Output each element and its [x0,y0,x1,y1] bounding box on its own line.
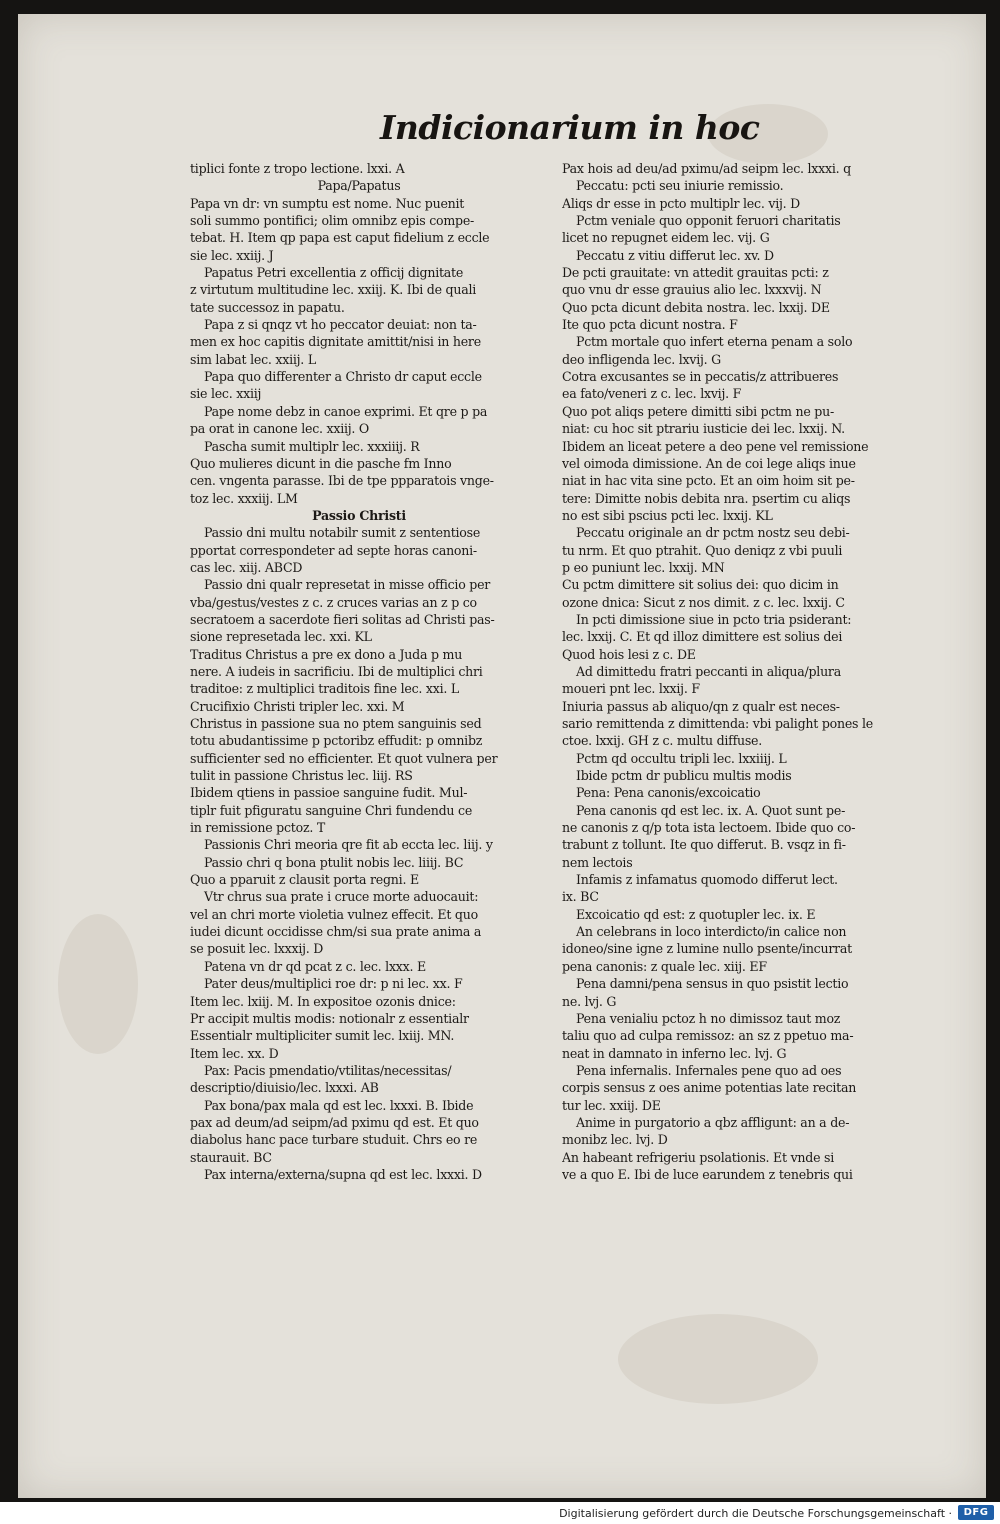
text-line: secratoem a sacerdote fieri solitas ad Christi pas- [190,611,495,627]
text-line: Quo mulieres dicunt in die pasche fm Inno [190,455,452,471]
text-line: sario remittenda z dimittenda: vbi palight pones le [562,716,873,731]
text-line: Pr accipit multis modis: notionalr z essentialr [190,1010,469,1026]
text-line: Ibidem qtiens in passioe sanguine fudit. Mul- [190,785,468,801]
text-line: trabunt z tollunt. Ite quo differut. B. vsqz in fi- [562,837,846,853]
text-line: Ibidem an liceat petere a deo pene vel remissione [562,438,869,454]
funding-credit: Digitalisierung gefördert durch die Deutsche Forschungsgemeinschaft · [559,1507,952,1520]
left-column [190,160,528,1183]
text-line: pax ad deum/ad seipm/ad pximu qd est. Et quo [190,1114,479,1130]
text-line: Quo a pparuit z clausit porta regni. E [190,872,419,888]
text-line: Pax hois ad deu/ad pximu/ad seipm lec. lxxxi. q [562,161,851,176]
text-line: An habeant refrigeriu psolationis. Et vnde si [562,1149,835,1165]
text-line: soli summo pontifici; olim omnibz epis compe- [190,213,475,229]
text-line: De pcti grauitate: vn attedit grauitas pcti: z [562,265,829,281]
text-line: Pena infernalis. Infernales pene quo ad oes [576,1062,842,1078]
text-line: Excoicatio qd est: z quotupler lec. ix. E [576,906,816,922]
text-line: toz lec. xxxiij. LM [190,490,298,506]
text-line: Quo pcta dicunt debita nostra. lec. lxxij. DE [562,299,830,315]
paper-stain [58,914,138,1054]
running-head: Indicionarium in hoc [380,108,760,147]
text-line: vel oimoda dimissione. An de coi lege aliqs inue [562,455,856,471]
text-line: Pax bona/pax mala qd est lec. lxxxi. B. Ibide [204,1097,474,1113]
text-line: Papa quo differenter a Christo dr caput eccle [204,369,482,385]
text-line: licet no repugnet eidem lec. vij. G [562,230,770,246]
text-line: ea fato/veneri z c. lec. lxvij. F [562,386,742,402]
text-line: tiplici fonte z tropo lectione. lxxi. A [190,161,405,176]
text-line: Pena canonis qd est lec. ix. A. Quot sunt pe- [576,802,846,818]
text-line: totu abudantissime p pctoribz effudit: p omnibz [190,733,483,749]
text-line: sim labat lec. xxiij. L [190,351,316,367]
text-line: Ite quo pcta dicunt nostra. F [562,317,738,333]
text-line: sufficienter sed no efficienter. Et quot vulnera per [190,750,498,766]
text-line: tiplr fuit pfiguratu sanguine Chri fundendu ce [190,802,473,818]
text-line: tebat. H. Item qp papa est caput fidelium z eccle [190,230,490,246]
text-line: tere: Dimitte nobis debita nra. psertim cu aliqs [562,490,851,506]
text-line: Passio dni qualr represetat in misse officio per [204,577,491,593]
text-line: Pax interna/externa/supna qd est lec. lxxxi. D [204,1166,482,1182]
text-line: Cotra excusantes se in peccatis/z attribueres [562,369,839,385]
text-line: Infamis z infamatus quomodo differut lect. [576,872,838,888]
text-line: Ibide pctm dr publicu multis modis [576,768,792,784]
text-line: Peccatu originale an dr pctm nostz seu debi- [576,525,850,541]
text-line: niat in hac vita sine pcto. Et an oim hoim sit pe- [562,473,855,489]
footer-bar [0,1502,1000,1524]
text-line: Pctm veniale quo opponit feruori charitatis [576,213,841,229]
text-line: Essentialr multipliciter sumit lec. lxiij. MN. [190,1028,455,1044]
text-line: Ad dimittedu fratri peccanti in aliqua/plura [576,663,841,679]
paper-stain [618,1314,818,1404]
text-line: p eo puniunt lec. lxxij. MN [562,559,725,575]
text-line: niat: cu hoc sit ptrariu iusticie dei lec. lxxij. N. [562,421,845,437]
text-line: tulit in passione Christus lec. liij. RS [190,768,413,784]
text-line: traditoe: z multiplici traditois fine lec. xxi. L [190,681,459,697]
text-line: nere. A iudeis in sacrificiu. Ibi de multiplici chri [190,663,483,679]
text-line: ix. BC [562,889,599,905]
text-line: Peccatu z vitiu differut lec. xv. D [576,247,774,263]
text-line: Papatus Petri excellentia z officij dignitate [204,265,464,281]
text-line: iudei dicunt occidisse chm/si sua prate anima a [190,924,482,940]
text-line: lec. lxxij. C. Et qd illoz dimittere est solius dei [562,629,843,645]
text-line: Peccatu: pcti seu iniurie remissio. [576,178,784,194]
text-line: Passio Christi [312,507,406,523]
text-line: Passio chri q bona ptulit nobis lec. liiij. BC [204,854,464,870]
text-line: pa orat in canone lec. xxiij. O [190,421,369,437]
text-line: tu nrm. Et quo ptrahit. Quo deniqz z vbi puuli [562,542,843,558]
text-line: Passio dni multu notabilr sumit z sententiose [204,525,481,541]
text-line: Anime in purgatorio a qbz affligunt: an a de- [576,1114,850,1130]
text-line: taliu quo ad culpa remissoz: an sz z ppetuo ma- [562,1028,854,1044]
text-line: staurauit. BC [190,1149,272,1165]
text-line: z virtutum multitudine lec. xxiij. K. Ibi de quali [190,282,477,298]
text-line: Vtr chrus sua prate i cruce morte aduocauit: [204,889,479,905]
text-line: idoneo/sine igne z lumine nullo psente/incurrat [562,941,852,957]
text-line: ozone dnica: Sicut z nos dimit. z c. lec. lxxij. C [562,594,845,610]
text-line: pportat correspondeter ad septe horas canoni- [190,542,477,558]
text-line: moueri pnt lec. lxxij. F [562,681,700,697]
text-line: se posuit lec. lxxxij. D [190,941,324,957]
text-line: Quo pot aliqs petere dimitti sibi pctm ne pu- [562,403,834,419]
text-line: cas lec. xiij. ABCD [190,559,303,575]
text-line: ne. lvj. G [562,993,617,1009]
text-line: in remissione pctoz. T [190,820,325,836]
text-line: Papa vn dr: vn sumptu est nome. Nuc puenit [190,195,465,211]
text-line: Quod hois lesi z c. DE [562,646,696,662]
text-line: cen. vngenta parasse. Ibi de tpe ppparatois vnge- [190,473,494,489]
text-line: Item lec. lxiij. M. In expositoe ozonis dnice: [190,993,456,1009]
text-line: tur lec. xxiij. DE [562,1097,661,1113]
text-line: Traditus Christus a pre ex dono a Juda p mu [190,646,463,662]
text-line: sie lec. xxiij. J [190,247,274,263]
text-line: Crucifixio Christi tripler lec. xxi. M [190,698,405,714]
text-line: Pax: Pacis pmendatio/vtilitas/necessitas/ [204,1062,452,1078]
text-line: no est sibi pscius pcti lec. lxxij. KL [562,507,773,523]
text-line: Pena: Pena canonis/excoicatio [576,785,761,801]
text-line: Christus in passione sua no ptem sanguinis sed [190,716,482,731]
text-line: pena canonis: z quale lec. xiij. EF [562,958,767,974]
text-line: ve a quo E. Ibi de luce earundem z tenebris qui [562,1166,853,1182]
dfg-logo: DFG [958,1505,994,1520]
text-line: vba/gestus/vestes z c. z cruces varias an z p co [190,594,477,610]
text-line: men ex hoc capitis dignitate amittit/nisi in here [190,334,481,350]
text-line: descriptio/diuisio/lec. lxxxi. AB [190,1080,379,1096]
text-line: diabolus hanc pace turbare studuit. Chrs eo re [190,1132,478,1148]
text-line: Pena venialiu pctoz h no dimissoz taut moz [576,1010,841,1026]
text-line: tate successoz in papatu. [190,299,345,315]
text-line: Pascha sumit multiplr lec. xxxiiij. R [204,438,420,454]
text-line: Item lec. xx. D [190,1045,279,1061]
text-line: sie lec. xxiij [190,386,262,402]
text-line: Pctm mortale quo infert eterna penam a solo [576,334,853,350]
text-line: Pater deus/multiplici roe dr: p ni lec. xx. F [204,976,463,992]
text-line: sione represetada lec. xxi. KL [190,629,372,645]
text-line: In pcti dimissione siue in pcto tria psiderant: [576,611,852,627]
text-line: neat in damnato in inferno lec. lvj. G [562,1045,787,1061]
text-line: quo vnu dr esse grauius alio lec. lxxxvij. N [562,282,822,298]
text-line: vel an chri morte violetia vulnez effecit. Et quo [190,906,478,922]
text-line: Pena damni/pena sensus in quo psistit lectio [576,976,849,992]
text-line: Aliqs dr esse in pcto multiplr lec. vij. D [562,195,800,211]
text-line: An celebrans in loco interdicto/in calice non [576,924,847,940]
text-line: Pctm qd occultu tripli lec. lxxiiij. L [576,750,787,766]
text-line: Papa/Papatus [317,178,401,194]
text-line: Iniuria passus ab aliquo/qn z qualr est neces- [562,698,840,714]
text-line: Passionis Chri meoria qre fit ab eccta lec. liij. y [204,837,493,853]
right-column [562,160,910,1183]
text-line: corpis sensus z oes anime potentias late recitan [562,1080,857,1096]
text-line: Pape nome debz in canoe exprimi. Et qre p pa [204,403,488,419]
text-line: Papa z si qnqz vt ho peccator deuiat: non ta- [204,317,477,333]
text-line: Cu pctm dimittere sit solius dei: quo dicim in [562,577,839,593]
text-line: deo infligenda lec. lxvij. G [562,351,721,367]
text-line: ctoe. lxxij. GH z c. multu diffuse. [562,733,763,749]
text-line: Patena vn dr qd pcat z c. lec. lxxx. E [204,958,426,974]
text-line: ne canonis z q/p tota ista lectoem. Ibide quo co- [562,820,856,836]
text-line: nem lectois [562,854,633,870]
text-line: monibz lec. lvj. D [562,1132,668,1148]
